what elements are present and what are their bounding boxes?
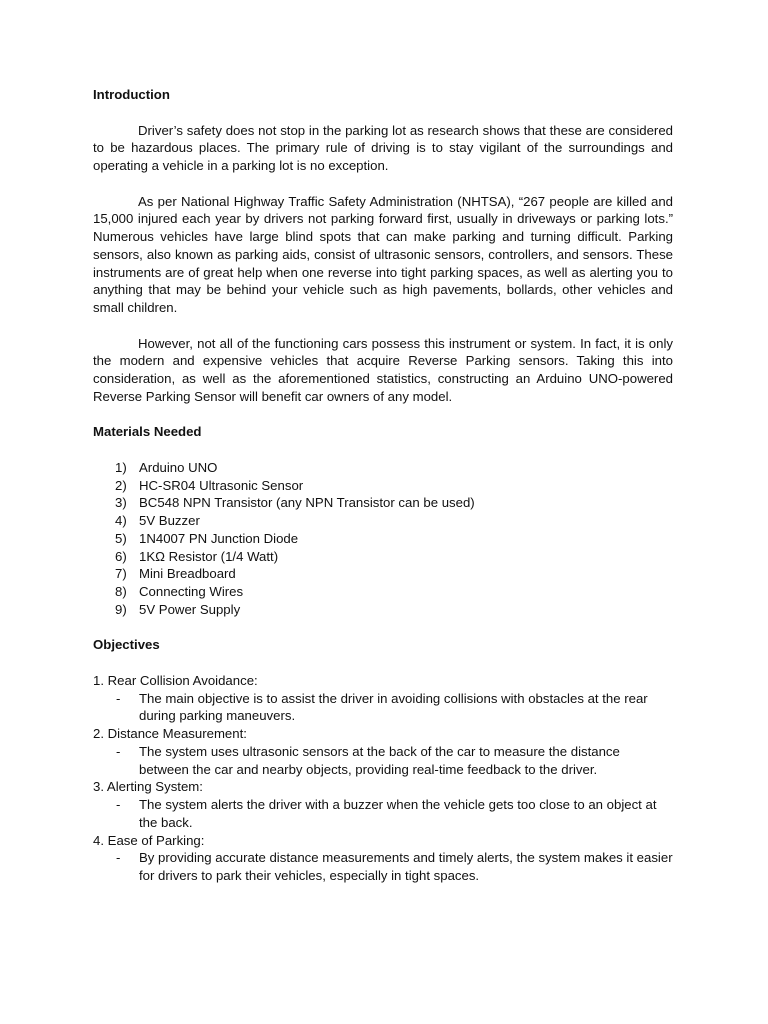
list-item-number: 1) <box>115 459 127 475</box>
introduction-section <box>93 86 673 406</box>
materials-list <box>93 459 673 619</box>
list-item-text: Arduino UNO <box>139 459 218 475</box>
introduction-paragraph-1: Driver’s safety does not stop in the parking lot as research shows that these are considered to be hazardous places. The primary rule of driving is to stay vigilant of the surroundings and operating a vehicle in a parking lot is no exception. <box>93 122 673 173</box>
objective-bullet-text: The system alerts the driver with a buzzer when the vehicle gets too close to an object at the back. <box>139 797 657 830</box>
objective-item <box>93 778 673 831</box>
list-item-text: BC548 NPN Transistor (any NPN Transistor can be used) <box>139 495 475 511</box>
list-item-number: 9) <box>115 601 127 617</box>
list-item <box>93 565 673 583</box>
list-item-number: 6) <box>115 548 127 564</box>
materials-section <box>93 423 673 618</box>
dash-bullet: - <box>116 743 121 759</box>
introduction-paragraph-2: As per National Highway Traffic Safety Administration (NHTSA), “267 people are killed and 15,000 injured each year by drivers not parking forward first, usually in driveways or parking lots.” Numerous vehicles have large blind spots that can make parking and turning difficult. Parking sensors, also known as parking aids, consist of ultrasonic sensors, controllers, and sensors. These instruments are of great help when one reverse into tight parking spaces, as well as alerting you to anything that may be behind your vehicle such as high pavements, bollards, other vehicles and small children. <box>93 193 673 315</box>
list-item-number: 3) <box>115 495 127 511</box>
objective-bullet-text: The system uses ultrasonic sensors at the back of the car to measure the distance between the car and nearby objects, providing real-time feedback to the driver. <box>139 743 620 777</box>
document-page <box>93 86 673 885</box>
list-item-text: Connecting Wires <box>139 584 244 599</box>
list-item <box>93 512 673 530</box>
list-item-text: 5V Power Supply <box>139 601 241 617</box>
list-item-number: 2) <box>115 477 127 493</box>
list-item-number: 7) <box>115 566 127 582</box>
objective-item <box>93 832 673 885</box>
dash-bullet: - <box>116 850 121 866</box>
objective-bullet <box>93 849 673 885</box>
objectives-section <box>93 636 673 885</box>
list-item <box>93 548 673 566</box>
list-item-text: 1KΩ Resistor (1/4 Watt) <box>139 548 279 564</box>
objective-bullet <box>93 743 673 779</box>
list-item <box>93 494 673 512</box>
list-item <box>93 530 673 548</box>
objective-bullet-text: The main objective is to assist the driver in avoiding collisions with obstacles at the rear during parking maneuvers. <box>139 690 648 724</box>
list-item-number: 8) <box>115 584 127 599</box>
list-item-number: 4) <box>115 513 127 528</box>
list-item-text: Mini Breadboard <box>139 566 236 582</box>
objective-bullet-text: By providing accurate distance measurements and timely alerts, the system makes it easier for drivers to park their vehicles, especially in tight spaces. <box>139 850 673 883</box>
objective-title: 4. Ease of Parking: <box>93 832 205 848</box>
introduction-paragraph-3: However, not all of the functioning cars possess this instrument or system. In fact, it is only the modern and expensive vehicles that acquire Reverse Parking sensors. Taking this into consideration, as well as the aforementioned statistics, constructing an Arduino UNO-powered Reverse Parking Sensor will benefit car owners of any model. <box>93 335 673 404</box>
list-item <box>93 583 673 601</box>
objective-bullet <box>93 796 673 832</box>
introduction-heading: Introduction <box>93 87 170 102</box>
objective-title: 2. Distance Measurement: <box>93 726 247 741</box>
list-item-text: 1N4007 PN Junction Diode <box>139 530 299 546</box>
objective-title: 3. Alerting System: <box>93 779 203 795</box>
objective-item <box>93 672 673 725</box>
list-item-number: 5) <box>115 530 127 546</box>
list-item <box>93 601 673 619</box>
objectives-heading: Objectives <box>93 637 160 653</box>
materials-heading: Materials Needed <box>93 424 202 440</box>
list-item-text: HC-SR04 Ultrasonic Sensor <box>139 477 304 493</box>
list-item-text: 5V Buzzer <box>139 513 200 528</box>
objective-bullet <box>93 690 673 726</box>
dash-bullet: - <box>116 797 121 812</box>
list-item <box>93 477 673 495</box>
list-item <box>93 459 673 477</box>
dash-bullet: - <box>116 690 121 706</box>
objective-title: 1. Rear Collision Avoidance: <box>93 672 258 688</box>
objective-item <box>93 725 673 778</box>
